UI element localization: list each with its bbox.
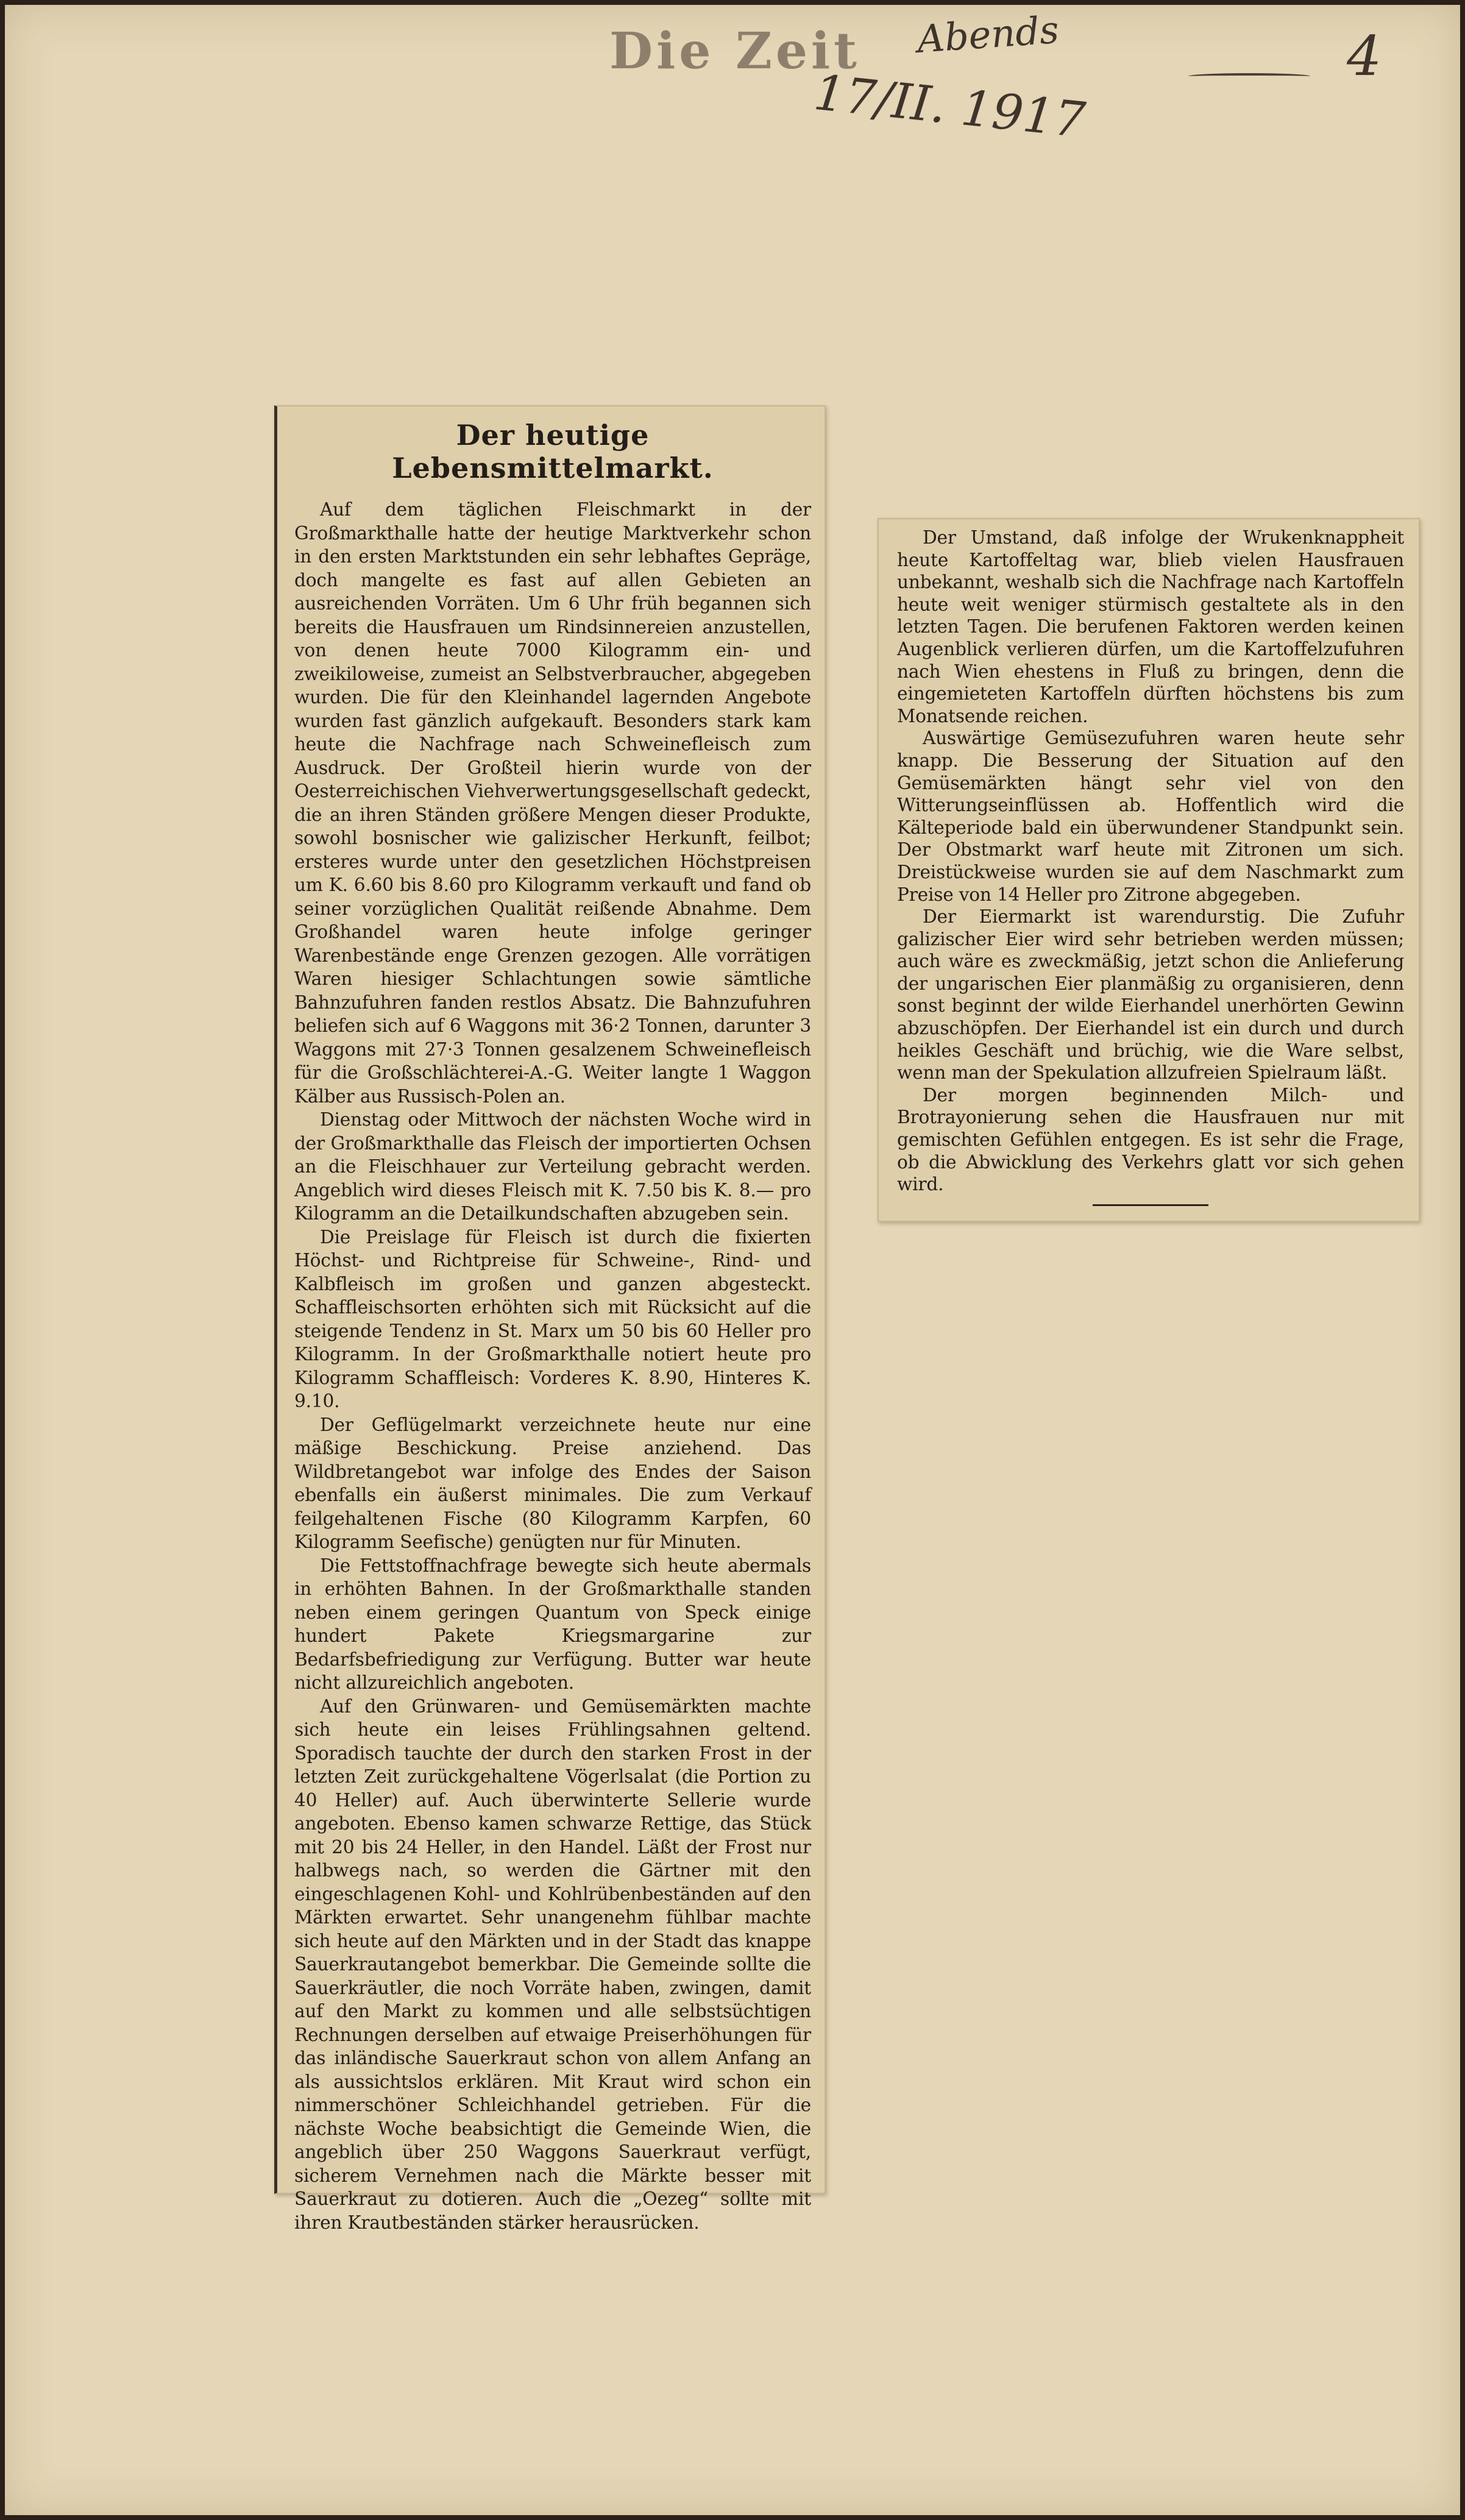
clipping-right-column — [878, 518, 1420, 1222]
article-paragraph: Auf dem täglichen Fleischmarkt in der Großmarkthalle hatte der heutige Marktverkehr schon in den ersten Marktstunden ein sehr lebhaftes Gepräge, doch mangelte es fast auf allen Gebieten an ausreichenden Vorräten. Um 6 Uhr früh begannen sich bereits die Hausfrauen um Rindsinnereien anzustellen, von denen heute 7000 Kilogramm ein- und zweikiloweise, zumeist an Selbstverbraucher, abgegeben wurden. Die für den Kleinhandel lagernden Angebote wurden fast gänzlich aufgekauft. Besonders stark kam heute die Nachfrage nach Schweinefleisch zum Ausdruck. Der Großteil hierin wurde von der Oesterreichischen Viehverwertungsgesellschaft gedeckt, die an ihren Ständen größere Mengen dieser Produkte, sowohl bosnischer wie galizischer Herkunft, feilbot; ersteres wurde unter den gesetzlichen Höchstpreisen um K. 6.60 bis 8.60 pro Kilogramm verkauft und fand ob seiner vorzüglichen Qualität reißende Abnahme. Dem Großhandel waren heute infolge geringer Warenbestände enge Grenzen gezogen. Alle vorrätigen Waren hiesiger Schlachtungen sowie sämtliche Bahnzufuhren fanden restlos Absatz. Die Bahnzufuhren beliefen sich auf 6 Waggons mit 36·2 Tonnen, darunter 3 Waggons mit 27·3 Tonnen gesalzenem Schweinefleisch für die Großschlächterei-A.-G. Weiter langte 1 Waggon Kälber aus Russisch-Polen an. — [294, 499, 811, 1107]
article-end-rule — [1093, 1204, 1208, 1206]
article-paragraph: Auf den Grünwaren- und Gemüsemärkten machte sich heute ein leises Frühlingsahnen geltend. Sporadisch tauchte der durch den starken Frost in der letzten Zeit zurückgehaltene Vögerlsalat (die Portion zu 40 Heller) auf. Auch überwinterte Sellerie wurde angeboten. Ebenso kamen schwarze Rettige, das Stück mit 20 bis 24 Heller, in den Handel. Läßt der Frost nur halbwegs nach, so werden die Gärtner mit den eingeschlagenen Kohl- und Kohlrübenbeständen auf den Märkten erwartet. Sehr unangenehm fühlbar machte sich heute auf den Märkten und in der Stadt das knappe Sauerkrautangebot bemerkbar. Die Gemeinde sollte die Sauerkräutler, die noch Vorräte haben, zwingen, damit auf den Markt zu kommen und alle selbstsüchtigen Rechnungen derselben auf etwaige Preiserhöhungen für das inländische Sauerkraut schon von allem Anfang an als aussichtslos erklären. Mit Kraut wird schon ein nimmerschöner Schleichhandel getrieben. Für die nächste Woche beabsichtigt die Gemeinde Wien, die angeblich über 250 Waggons Sauerkraut verfügt, sicherem Vernehmen nach die Märkte besser mit Sauerkraut zu dotieren. Auch die „Oezeg“ sollte mit ihren Krautbeständen stärker herausrücken. — [294, 1695, 811, 2233]
article-paragraph: Der Eiermarkt ist warendurstig. Die Zufuhr galizischer Eier wird sehr betrieben werden müssen; auch wäre es zweckmäßig, jetzt schon die Anlieferung der ungarischen Eier planmäßig zu organisieren, denn sonst beginnt der wilde Eierhandel unerhörten Gewinn abzuschöpfen. Der Eierhandel ist ein durch und durch heikles Geschäft und brüchig, wie die Ware selbst, wenn man der Spekulation allzufreien Spielraum läßt. — [897, 906, 1404, 1084]
article-paragraph: Die Preislage für Fleisch ist durch die fixierten Höchst- und Richtpreise für Schweine-, Rind- und Kalbfleisch im großen und ganzen abgesteckt. Schaffleischsorten erhöhten sich mit Rücksicht auf die steigende Tendenz in St. Marx um 50 bis 60 Heller pro Kilogramm. In der Großmarkthalle notiert heute pro Kilogramm Schaffleisch: Vorderes K. 8.90, Hinteres K. 9.10. — [294, 1226, 811, 1411]
pen-stroke — [1188, 73, 1310, 79]
article-paragraph: Die Fettstoffnachfrage bewegte sich heute abermals in erhöhten Bahnen. In der Großmarkthalle standen neben einem geringen Quantum von Speck einige hundert Pakete Kriegsmargarine zur Bedarfsbefriedigung zur Verfügung. Butter war heute nicht allzureichlich angeboten. — [294, 1555, 811, 1693]
clipping-left-column — [274, 405, 826, 2233]
article-paragraph: Der Geflügelmarkt verzeichnete heute nur eine mäßige Beschickung. Preise anziehend. Das Wildbretangebot war infolge des Endes der Saison ebenfalls ein äußerst minimales. Die zum Verkauf feilgehaltenen Fische (80 Kilogramm Karpfen, 60 Kilogramm Seefische) genügten nur für Minuten. — [294, 1414, 811, 1552]
article-paragraph: Dienstag oder Mittwoch der nächsten Woche wird in der Großmarkthalle das Fleisch der importierten Ochsen an die Fleischhauer zur Verteilung gebracht werden. Angeblich wird dieses Fleisch mit K. 7.50 bis K. 8.— pro Kilogramm an die Detailkundschaften abzugeben sein. — [294, 1109, 811, 1224]
article-paragraph: Der morgen beginnenden Milch- und Brotrayonierung sehen die Hausfrauen nur mit gemischten Gefühlen entgegen. Es ist sehr die Frage, ob die Abwicklung des Verkehrs glatt vor sich gehen wird. — [897, 1084, 1404, 1195]
handwritten-date: 17/II. 1917 — [811, 63, 1088, 149]
newspaper-masthead: Die Zeit — [609, 22, 861, 80]
handwritten-note: Abends — [915, 7, 1060, 62]
handwritten-page-number: 4 — [1347, 24, 1382, 88]
article-paragraph: Der Umstand, daß infolge der Wrukenknappheit heute Kartoffeltag war, blieb vielen Hausfrauen unbekannt, weshalb sich die Nachfrage nach Kartoffeln heute weit weniger stürmisch gestaltete als in den letzten Tagen. Die berufenen Faktoren werden keinen Augenblick verlieren dürfen, um die Kartoffelzufuhren nach Wien ehestens in Fluß zu bringen, denn die eingemieteten Kartoffeln dürften höchstens bis zum Monatsende reichen. — [897, 527, 1404, 726]
article-paragraph: Auswärtige Gemüsezufuhren waren heute sehr knapp. Die Besserung der Situation auf den Gemüsemärkten hängt sehr viel von den Witterungseinflüssen ab. Hoffentlich wird die Kälteperiode bald ein überwundener Standpunkt sein. Der Obstmarkt warf heute mit Zitronen um sich. Dreistückweise wurden sie auf dem Naschmarkt zum Preise von 14 Heller pro Zitrone abgegeben. — [897, 728, 1404, 905]
article-headline: Der heutige Lebensmittelmarkt. — [392, 419, 714, 484]
